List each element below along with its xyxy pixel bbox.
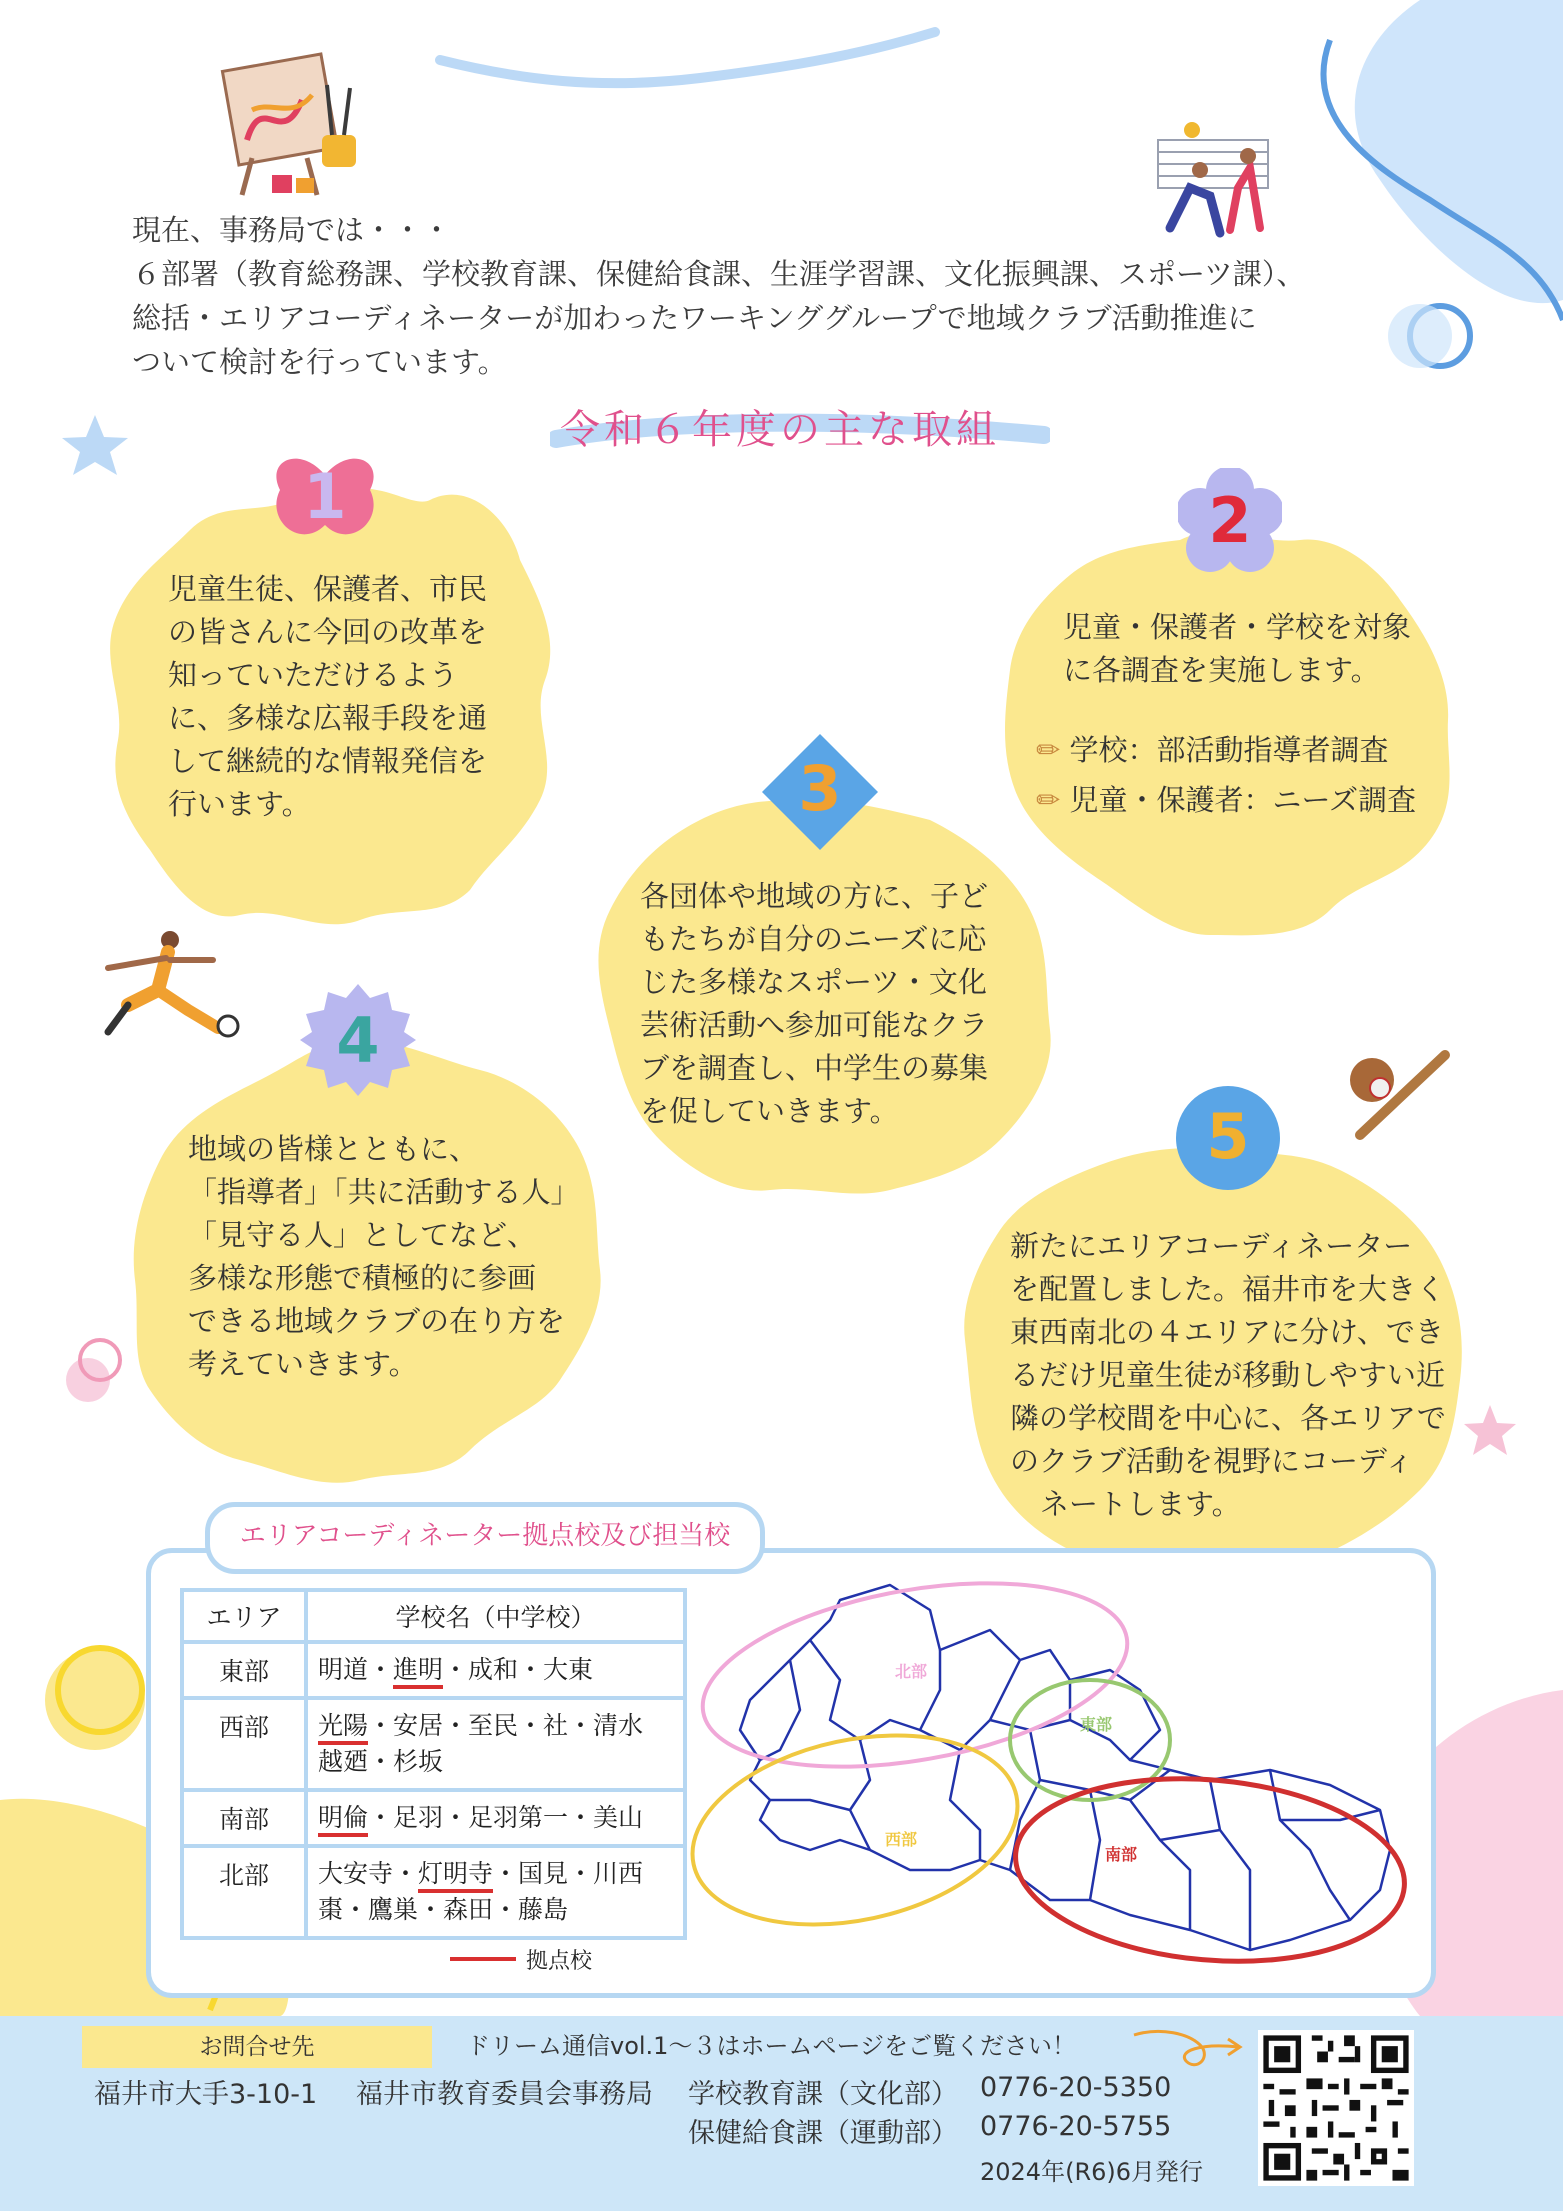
item-4-line: 地域の皆様とともに、	[188, 1132, 479, 1166]
survey-item-2	[1036, 778, 1416, 819]
item-4-line: 「見守る人」としてなど、	[188, 1218, 537, 1252]
intro-line: 総括・エリアコーディネーターが加わったワーキンググループで地域クラブ活動推進に	[132, 301, 1257, 335]
table-row	[182, 1846, 685, 1938]
item-1-text	[168, 568, 487, 826]
table-row	[182, 1790, 685, 1846]
item-5-line: 東西南北の４エリアに分け、でき	[1010, 1315, 1444, 1349]
intro-line: ６部署（教育総務課、学校教育課、保健給食課、生涯学習課、文化振興課、スポーツ課）、	[132, 257, 1306, 291]
contact-label: お問合せ先	[82, 2026, 432, 2068]
item-5-text	[1010, 1225, 1446, 1526]
pencil-icon: ✏	[1036, 733, 1061, 767]
survey-item-label: 児童・保護者：ニーズ調査	[1069, 783, 1417, 817]
intro-line: 現在、事務局では・・・	[132, 213, 452, 247]
schools-cell: 明倫・足羽・足羽第一・美山	[306, 1790, 685, 1846]
item-5-line: ネートします。	[1040, 1487, 1241, 1521]
section-title: 令和６年度の主な取組	[560, 407, 1000, 453]
item-1-line: の皆さんに今回の改革を	[168, 615, 488, 649]
intro-line: ついて検討を行っています。	[132, 345, 507, 379]
issue-date: 2024年(R6)6月発行	[980, 2158, 1204, 2186]
footer-address: 福井市大手3-10-1	[94, 2079, 318, 2110]
schools-cell: 光陽・安居・至民・社・清水 越廼・杉坂	[306, 1698, 685, 1790]
area-cell: 南部	[182, 1790, 306, 1846]
badge-5-number: 5	[1206, 1100, 1250, 1173]
badge-2-number: 2	[1208, 484, 1252, 557]
item-3-line: を促していきます。	[640, 1094, 899, 1128]
item-4-text	[188, 1128, 580, 1386]
hub-school: 進明	[393, 1655, 443, 1689]
fukui-area-map	[690, 1570, 1420, 1980]
item-3-line: 芸術活動へ参加可能なクラ	[640, 1008, 989, 1042]
area-cell: 東部	[182, 1642, 306, 1698]
item-3-line: じた多様なスポーツ・文化	[640, 965, 987, 999]
item-1-line: 知っていただけるよう	[168, 658, 459, 692]
school-area-table	[180, 1588, 687, 1940]
map-label-north: 北部	[895, 1662, 928, 1681]
qr-code[interactable]	[1258, 2030, 1414, 2186]
footer-phone-culture: 0776-20-5350	[980, 2072, 1172, 2103]
pencil-icon: ✏	[1036, 783, 1061, 817]
item-4-line: 考えていきます。	[188, 1347, 418, 1381]
map-label-south: 南部	[1105, 1845, 1138, 1864]
table-header-schools: 学校名（中学校）	[306, 1590, 685, 1642]
item-4-line: できる地域クラブの在り方を	[188, 1304, 566, 1338]
item-2-text	[1063, 606, 1411, 692]
footer-dept-culture: 学校教育課（文化部）	[688, 2079, 958, 2110]
item-3-text	[640, 875, 988, 1133]
item-1-line: 児童生徒、保護者、市民	[168, 572, 488, 606]
item-2-line: に各調査を実施します。	[1063, 653, 1380, 687]
table-header-row	[182, 1590, 685, 1642]
baseball-glove-bat-icon	[1340, 1050, 1455, 1140]
item-4-line: 「指導者」「共に活動する人」	[188, 1175, 580, 1209]
item-1-line: 行います。	[168, 787, 311, 821]
area-cell: 西部	[182, 1698, 306, 1790]
area-map-title: エリアコーディネーター拠点校及び担当校	[239, 1521, 731, 1551]
footer-phone-sports: 0776-20-5755	[980, 2111, 1172, 2142]
footer-office: 福井市教育委員会事務局	[356, 2079, 653, 2110]
badge-1-number: 1	[303, 460, 347, 533]
item-5-line: を配置しました。福井市を大きく	[1010, 1272, 1446, 1306]
item-5-line: 隣の学校間を中心に、各エリアで	[1010, 1401, 1446, 1435]
map-label-west: 西部	[885, 1830, 918, 1849]
table-header-area: エリア	[182, 1590, 306, 1642]
hub-school: 明倫	[318, 1803, 368, 1837]
item-1-line: に、多様な広報手段を通	[168, 701, 488, 735]
item-5-line: 新たにエリアコーディネーター	[1010, 1229, 1413, 1263]
arrow-swirl-icon	[1130, 2025, 1245, 2075]
soccer-player-icon	[98, 930, 248, 1045]
item-4-line: 多様な形態で積極的に参画	[188, 1261, 537, 1295]
survey-item-1	[1036, 728, 1389, 769]
schools-cell: 大安寺・灯明寺・国見・川西 棗・鷹巣・森田・藤島	[306, 1846, 685, 1938]
badge-3-number: 3	[798, 752, 842, 825]
item-3-line: ブを調査し、中学生の募集	[640, 1051, 989, 1085]
qr-code-icon	[1258, 2030, 1414, 2186]
map-label-east: 東部	[1080, 1715, 1113, 1734]
item-1-line: して継続的な情報発信を	[168, 744, 488, 778]
table-row	[182, 1642, 685, 1698]
item-5-line: るだけ児童生徒が移動しやすい近	[1010, 1358, 1446, 1392]
footer-dept-sports: 保健給食課（運動部）	[688, 2118, 958, 2149]
area-cell: 北部	[182, 1846, 306, 1938]
hub-school: 光陽	[318, 1711, 368, 1745]
schools-cell: 明道・進明・成和・大東	[306, 1642, 685, 1698]
hub-school: 灯明寺	[418, 1859, 493, 1893]
item-2-line: 児童・保護者・学校を対象	[1063, 610, 1412, 644]
item-3-line: もたちが自分のニーズに応	[640, 922, 987, 956]
table-row	[182, 1698, 685, 1790]
legend-hub-label: 拠点校	[526, 1949, 593, 1974]
badge-4-number: 4	[336, 1004, 380, 1077]
item-5-line: のクラブ活動を視野にコーディ	[1010, 1444, 1414, 1478]
item-3-line: 各団体や地域の方に、子ど	[640, 879, 989, 913]
legend-hub-line	[450, 1957, 516, 1961]
homepage-notice: ドリーム通信vol.1～３はホームページをご覧ください！	[466, 2032, 1076, 2060]
survey-item-label: 学校：部活動指導者調査	[1069, 733, 1389, 767]
